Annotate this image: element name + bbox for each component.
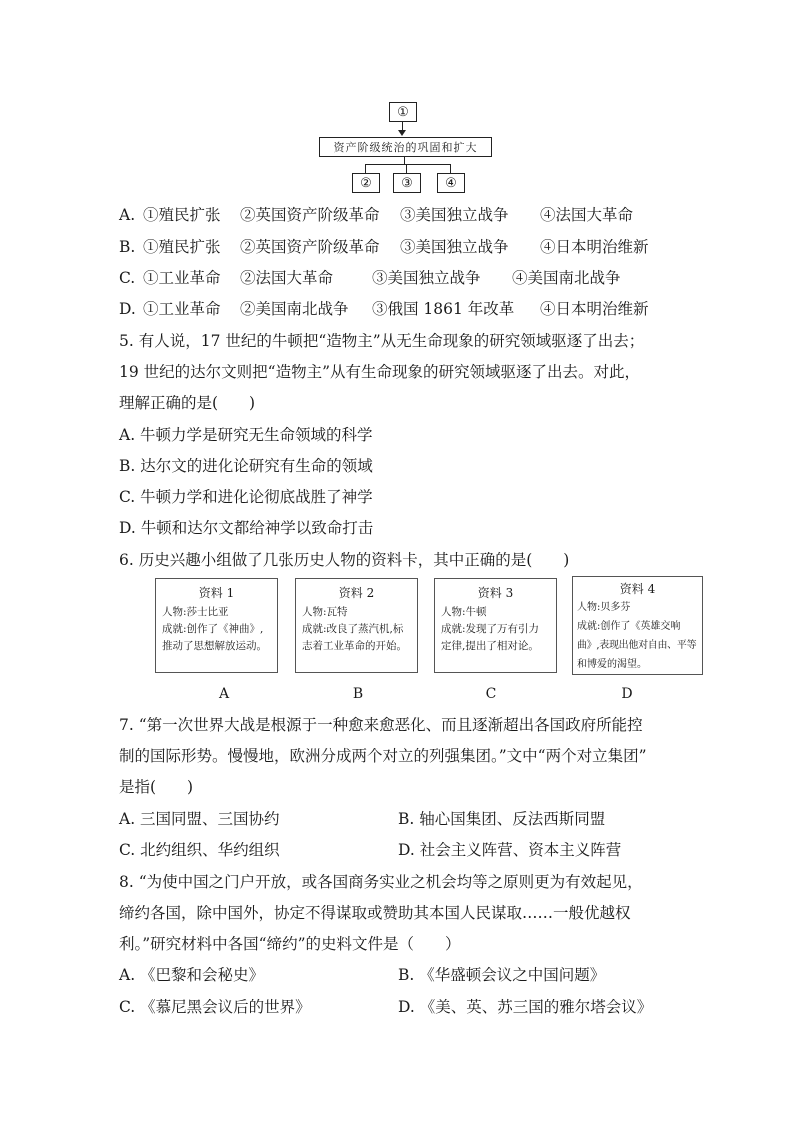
question-stem-line: 7. “第一次世界大战是根源于一种愈来愈恶化、而且逐渐超出各国政府所能控 <box>119 716 643 734</box>
option-item: ④日本明治维新 <box>540 238 649 256</box>
card-title: 资料 4 <box>619 582 656 596</box>
answer-option: B. 轴心国集团、反法西斯同盟 <box>398 810 606 828</box>
flowchart-connector <box>404 156 405 164</box>
answer-option: D. 社会主义阵营、资本主义阵营 <box>398 841 622 859</box>
question-stem-line: 是指( ) <box>119 778 194 796</box>
card-line: 成就:创作了《英雄交响 <box>577 621 681 632</box>
question-stem-line: 制的国际形势。慢慢地，欧洲分成两个对立的列强集团。”文中“两个对立集团” <box>119 747 647 765</box>
question-stem-line: 6. 历史兴趣小组做了几张历史人物的资料卡，其中正确的是( ) <box>119 551 570 569</box>
answer-option: B. 达尔文的进化论研究有生命的领域 <box>119 457 373 475</box>
option-item: ②英国资产阶级革命 <box>240 238 380 256</box>
card-caption: D <box>621 686 633 702</box>
card-line: 成就:发现了万有引力 <box>441 623 540 635</box>
option-item: ②法国大革命 <box>240 269 334 287</box>
card-caption: A <box>218 686 230 702</box>
card-line: 定律,提出了相对论。 <box>441 640 539 652</box>
arrow-down-icon <box>398 130 406 136</box>
option-item: ①殖民扩张 <box>143 206 221 224</box>
flowchart-box-1: ① <box>389 102 417 122</box>
answer-option: A. 牛顿力学是研究无生命领域的科学 <box>119 426 373 444</box>
flowchart-box-4: ④ <box>437 173 465 193</box>
info-card-3 <box>434 578 557 673</box>
card-title: 资料 1 <box>198 586 235 600</box>
flowchart-connector <box>406 164 407 173</box>
card-line: 人物:贝多芬 <box>577 602 631 613</box>
info-card-4 <box>572 576 703 675</box>
answer-option: A. 三国同盟、三国协约 <box>119 810 280 828</box>
flowchart-connector <box>365 164 366 173</box>
card-line: 曲》,表现出他对自由、平等 <box>577 640 697 651</box>
option-item: ④日本明治维新 <box>540 300 649 318</box>
flowchart-box-2: ② <box>352 173 380 193</box>
answer-option: D. 《美、英、苏三国的雅尔塔会议》 <box>398 998 653 1016</box>
option-letter: D. <box>119 300 136 318</box>
option-letter: A. <box>119 206 136 224</box>
card-title: 资料 3 <box>477 586 514 600</box>
answer-option: C. 北约组织、华约组织 <box>119 841 280 859</box>
info-card-2 <box>295 578 418 673</box>
card-caption: B <box>352 686 364 702</box>
card-line: 人物:瓦特 <box>302 606 348 618</box>
option-item: ②英国资产阶级革命 <box>240 206 380 224</box>
flowchart-box-3: ③ <box>393 173 421 193</box>
option-letter: B. <box>119 238 136 256</box>
card-line: 推动了思想解放运动。 <box>162 640 267 652</box>
card-line: 成就:改良了蒸汽机,标 <box>302 623 404 635</box>
card-line: 人物:莎士比亚 <box>162 606 229 618</box>
question-stem-line: 理解正确的是( ) <box>119 394 256 412</box>
question-stem-line: 5. 有人说，17 世纪的牛顿把“造物主”从无生命现象的研究领域驱逐了出去； <box>119 332 645 350</box>
option-item: ④美国南北战争 <box>512 269 621 287</box>
answer-option: D. 牛顿和达尔文都给神学以致命打击 <box>119 519 374 537</box>
info-card-1 <box>155 578 278 673</box>
option-item: ③美国独立战争 <box>400 238 509 256</box>
answer-option: B. 《华盛顿会议之中国问题》 <box>398 966 606 984</box>
option-letter: C. <box>119 269 136 287</box>
flowchart-connector <box>365 164 451 165</box>
question-stem-line: 利。”研究材料中各国“缔约”的史料文件是（ ） <box>119 935 461 953</box>
option-item: ①殖民扩张 <box>143 238 221 256</box>
option-item: ③美国独立战争 <box>400 206 509 224</box>
answer-option: A. 《巴黎和会秘史》 <box>119 966 265 984</box>
flowchart-main-box: 资产阶级统治的巩固和扩大 <box>319 137 492 157</box>
answer-option: C. 牛顿力学和进化论彻底战胜了神学 <box>119 488 373 506</box>
flowchart-connector <box>450 164 451 173</box>
option-item: ①工业革命 <box>143 300 221 318</box>
card-line: 人物:牛顿 <box>441 606 487 618</box>
card-line: 志着工业革命的开始。 <box>302 640 407 652</box>
question-stem-line: 缔约各国，除中国外，协定不得谋取或赞助其本国人民谋取……一般优越权 <box>119 904 631 922</box>
option-item: ③俄国 1861 年改革 <box>372 300 515 318</box>
card-caption: C <box>485 686 497 702</box>
option-item: ④法国大革命 <box>540 206 634 224</box>
option-item: ③美国独立战争 <box>372 269 481 287</box>
card-title: 资料 2 <box>338 586 375 600</box>
question-stem-line: 19 世纪的达尔文则把“造物主”从有生命现象的研究领域驱逐了出去。对此， <box>119 363 641 381</box>
card-line: 和博爱的渴望。 <box>577 659 647 670</box>
option-item: ①工业革命 <box>143 269 221 287</box>
option-item: ②美国南北战争 <box>240 300 349 318</box>
answer-option: C. 《慕尼黑会议后的世界》 <box>119 998 311 1016</box>
card-line: 成就:创作了《神曲》, <box>162 623 264 635</box>
question-stem-line: 8. “为使中国之门户开放，或各国商务实业之机会均等之原则更为有效起见， <box>119 873 643 891</box>
